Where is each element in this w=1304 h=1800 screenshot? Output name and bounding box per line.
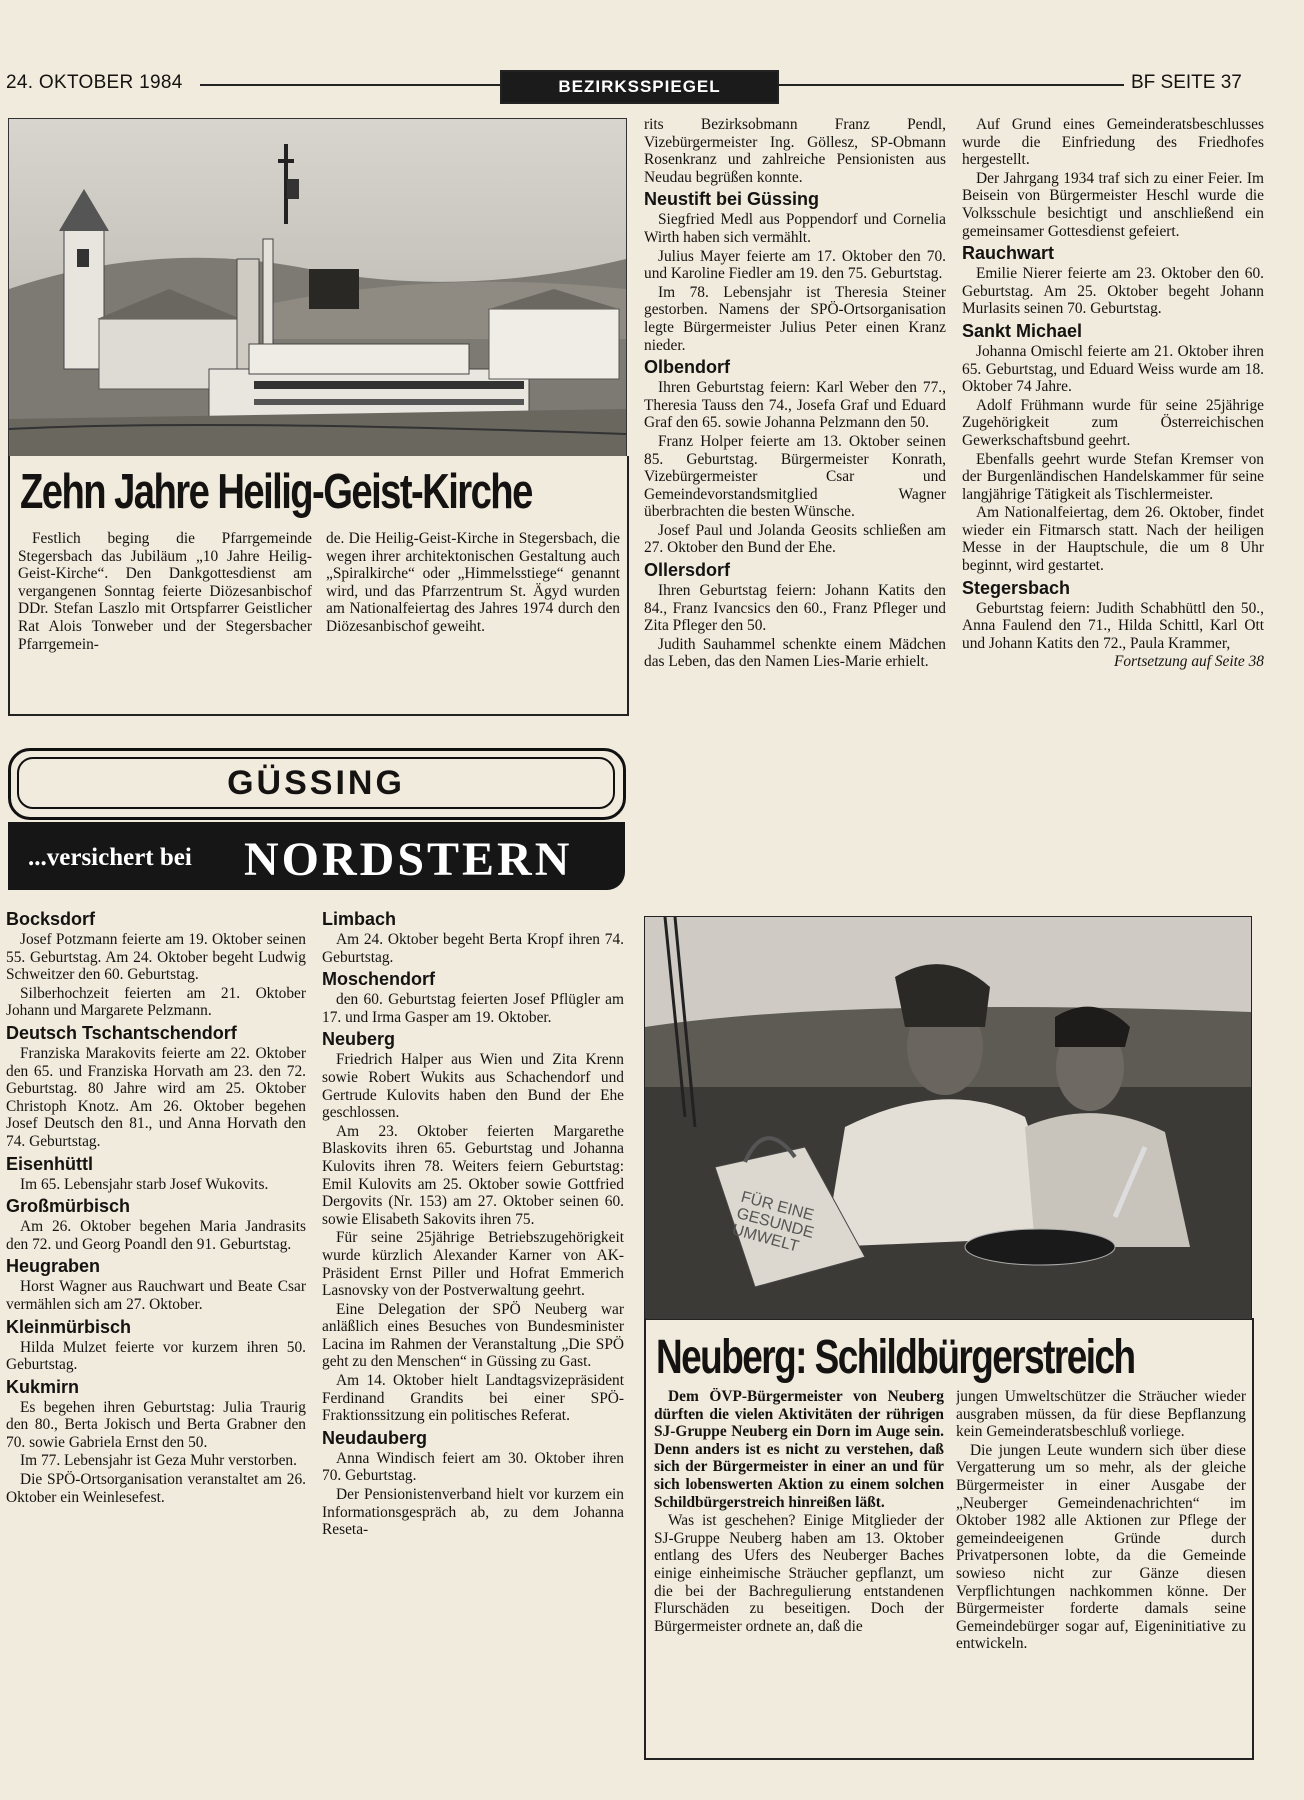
news-text: Geburtstag feiern: Judith Schabhüttl den 50., Anna Faulend den 71., Hilda Schittl, Karl Ott und Johann Katits den 72., Paula Krammer, — [962, 599, 1264, 652]
article-text: Was ist geschehen? Einige Mitglieder der SJ-Gruppe Neuberg haben am 13. Oktober entlang des Ufers des Neuberger Baches einige einheimische Sträucher gepflanzt, um die bei der Bachregulierung entstandenen Flurschäden zu beseitigen. Doch der Bürgermeister ordnete an, daß die — [654, 1512, 944, 1635]
news-text: Ihren Geburtstag feiern: Karl Weber den 77., Theresia Tauss den 74., Josefa Graf und Eduard Graf den 65. sowie Johanna Pelzmann den 50. — [644, 379, 946, 432]
article-text: Die jungen Leute wundern sich über diese Vergatterung um so mehr, als der gleiche Bürgermeister in einer Ausgabe der „Neuberger Gemeindenachrichten“ im Oktober 1982 alle Aktionen zur Pflege der gemeindeeigenen Gründe durch Privatpersonen lobte, da die Gemeinde sowieso nicht zur Gänze diesen Verpflichtungen nachkommen könne. Der Bürgermeister forderte damals seine Gemeindebürger sogar auf, Eigeninitiative zu entwickeln. — [956, 1441, 1246, 1653]
place-heading: Sankt Michael — [962, 320, 1083, 341]
news-text: Siegfried Medl aus Poppendorf und Cornelia Wirth haben sich vermählt. — [644, 211, 946, 246]
place-heading: Deutsch Tschantschendorf — [6, 1022, 237, 1043]
region-title: GÜSSING — [17, 757, 615, 809]
news-text: Josef Potzmann feierte am 19. Oktober seinen 55. Geburtstag. Am 24. Oktober begeht Ludwig Schweitzer den 60. Geburtstag. — [6, 931, 306, 984]
news-text: Es begehen ihren Geburtstag: Julia Traurig den 80., Berta Jokisch und Berta Grabner den 70. sowie Gabriela Ernst den 50. — [6, 1398, 306, 1451]
place-heading: Moschendorf — [322, 969, 436, 990]
region-banner — [8, 748, 626, 820]
article-title: Neuberg: Schildbürgerstreich — [656, 1331, 1135, 1384]
news-column-4 — [962, 116, 1264, 896]
article-text: de. Die Heilig-Geist-Kirche in Stegersbach, die wegen ihrer architektonischen Gestaltung auch „Spiralkirche“ oder „Himmelsstiege“ genannt wird, und das Pfarrzentrum St. Ägyd wurden am Nationalfeiertag des Jahres 1974 durch den Diözesanbischof geweiht. — [326, 530, 620, 635]
news-text: Am Nationalfeiertag, dem 26. Oktober, findet wieder ein Fitmarsch statt. Nach der heiligen Messe in der Hauptschule, die um 8 Uhr beginnt, wird gestartet. — [962, 504, 1264, 575]
news-text: Für seine 25jährige Betriebszugehörigkeit wurde kürzlich Alexander Karner von AK-Präsident Ernst Piller und Hofrat Emmerich Lasnovsky von der Postverwaltung geehrt. — [322, 1229, 624, 1300]
place-heading: Stegersbach — [962, 577, 1071, 598]
article-lead: Dem ÖVP-Bürgermeister von Neuberg dürften die vielen Aktivitäten der rührigen SJ-Gruppe Neuberg ein Dorn im Auge sein. Denn anders ist es nicht zu verstehen, daß sich der Bürgermeister in einer an und für sich lobenswerten Aktion zu einem solchen Schildbürgerstreich hinreißen läßt. — [654, 1388, 944, 1511]
page-number: BF SEITE 37 — [1131, 72, 1242, 93]
section-label: BEZIRKSSPIEGEL — [500, 70, 779, 104]
place-heading: Neuberg — [322, 1029, 396, 1050]
news-text: Friedrich Halper aus Wien und Zita Krenn sowie Robert Wukits aus Schachendorf und Gertrude Kulovits haben den Bund der Ehe geschlossen. — [322, 1051, 624, 1122]
news-text: Johanna Omischl feierte am 21. Oktober ihren 65. Geburtstag, und Eduard Weiss wurde am 18. Oktober 74 Jahre. — [962, 342, 1264, 396]
article-church-anniversary — [8, 456, 629, 716]
place-heading: Kukmirn — [6, 1376, 80, 1397]
sponsor-bar — [8, 822, 625, 890]
place-heading: Bocksdorf — [6, 909, 96, 929]
news-text: Adolf Frühmann wurde für seine 25jährige Zugehörigkeit zum Österreichischen Gewerkschaftsbund geehrt. — [962, 396, 1264, 449]
article-column-2 — [326, 530, 620, 710]
news-text: Im 65. Lebensjahr starb Josef Wukovits. — [20, 1175, 269, 1193]
place-heading: Ollersdorf — [644, 560, 731, 581]
article-column-2 — [956, 1388, 1246, 1756]
article-neuberg — [644, 1318, 1254, 1760]
news-text: Judith Sauhammel schenkte einem Mädchen das Leben, das den Namen Lies-Marie erhielt. — [644, 635, 946, 671]
issue-date: 24. OKTOBER 1984 — [6, 72, 183, 93]
news-text: rits Bezirksobmann Franz Pendl, Vizebürgermeister Ing. Göllesz, SP-Obmann Rosenkranz und zahlreiche Pensionisten aus Neudau begrüßen konnte. — [644, 116, 946, 186]
news-text: Der Pensionistenverband hielt vor kurzem ein Informationsgespräch ab, zu dem Johanna Reseta- — [322, 1486, 624, 1539]
place-heading: Kleinmürbisch — [6, 1316, 132, 1337]
news-text: den 60. Geburtstag feierten Josef Pflügler am 17. und Irma Gasper am 19. Oktober. — [322, 991, 624, 1026]
article-column-1 — [654, 1388, 944, 1756]
bag-print: FÜR EINE GESUNDE UMWELT — [730, 1188, 816, 1256]
news-text: Emilie Nierer feierte am 23. Oktober den 60. Geburtstag. Am 25. Oktober begeht Johann Murlasits seinen 70. Geburtstag. — [962, 265, 1264, 318]
news-text: Ebenfalls geehrt wurde Stefan Kremser von der Burgenländischen Handelskammer für seine langjährige Tätigkeit als Tischlermeister. — [962, 450, 1264, 503]
article-text: jungen Umweltschützer die Sträucher wieder ausgraben müssen, da für diese Bepflanzung kein Gemeinderatsbeschluß vorliege. — [956, 1388, 1246, 1441]
sponsor-name: NORDSTERN — [244, 833, 573, 886]
place-heading: Heugraben — [6, 1256, 101, 1277]
news-text: Im 78. Lebensjahr ist Theresia Steiner gestorben. Namens der SPÖ-Ortsorganisation legte Bürgermeister Julius Peter einen Kranz nieder. — [644, 283, 946, 354]
news-text: Ihren Geburtstag feiern: Johann Katits den 84., Franz Ivancsics den 60., Franz Pfleger und Zita Pfleger den 50. — [644, 582, 946, 635]
news-column-1 — [6, 906, 306, 1786]
place-heading: Rauchwart — [962, 243, 1055, 264]
place-heading: Eisenhüttl — [6, 1153, 94, 1174]
news-text: Franziska Marakovits feierte am 22. Oktober den 65. und Franziska Horvath am 23. den 72. Geburtstag. 80 Jahre wird am 25. Oktober Christoph Knotz. Am 26. Oktober begehen Josef Deutsch den 81., und Anna Horvath den 74. Geburtstag. — [6, 1044, 306, 1150]
news-text: Franz Holper feierte am 13. Oktober seinen 85. Geburtstag. Bürgermeister Konrath, Vizebürgermeister Csar und Gemeindevorstandsmitglied Wagner überbrachten die besten Wünsche. — [644, 432, 946, 521]
news-text: Am 26. Oktober begehen Maria Jandrasits den 72. und Georg Poandl den 91. Geburtstag. — [6, 1218, 306, 1253]
news-text: Anna Windisch feiert am 30. Oktober ihren 70. Geburtstag. — [322, 1449, 624, 1485]
place-heading: Großmürbisch — [6, 1196, 131, 1217]
place-heading: Limbach — [322, 909, 397, 929]
news-text: Julius Mayer feierte am 17. Oktober den 70. und Karoline Fiedler am 19. den 75. Geburtstag. — [644, 247, 946, 283]
news-text: Am 14. Oktober hielt Landtagsvizepräsident Ferdinand Grandits bei einer SPÖ-Fraktionssitzung ein politisches Referat. — [322, 1372, 624, 1425]
news-text: Im 77. Lebensjahr ist Geza Muhr verstorben. — [20, 1452, 297, 1470]
article-title: Zehn Jahre Heilig-Geist-Kirche — [20, 465, 532, 519]
news-text: Auf Grund eines Gemeinderatsbeschlusses wurde die Einfriedung des Friedhofes hergestellt. — [962, 116, 1264, 169]
news-text: Der Jahrgang 1934 traf sich zu einer Feier. Im Beisein von Bürgermeister Heschl wurde die Volksschule besichtigt und anschließend ein gemeinsamer Gottesdienst gefeiert. — [962, 169, 1264, 240]
article-column-1 — [18, 530, 312, 710]
news-text: Am 24. Oktober begeht Berta Kropf ihren 74. Geburtstag. — [322, 931, 624, 966]
news-text: Die SPÖ-Ortsorganisation veranstaltet am 26. Oktober ein Weinlesefest. — [6, 1471, 306, 1506]
header-rule-left — [200, 84, 500, 86]
church-photo — [8, 118, 627, 458]
article-text: Festlich beging die Pfarrgemeinde Stegersbach das Jubiläum „10 Jahre Heilig-Geist-Kirche“. Den Dankgottesdienst am vergangenen Sonntag feierte Diözesanbischof DDr. Stefan Laszlo mit Ortspfarrer Geistlicher Rat Alois Tonweber und der Stegersbacher Pfarrgemein- — [18, 530, 312, 653]
header-rule-right — [779, 84, 1124, 86]
continued-note: Fortsetzung auf Seite 38 — [1113, 653, 1264, 671]
news-text: Silberhochzeit feierten am 21. Oktober Johann und Margarete Pelzmann. — [6, 984, 306, 1020]
place-heading: Neudauberg — [322, 1427, 428, 1448]
sponsor-prefix: ...versichert bei — [28, 844, 192, 871]
news-text: Hilda Mulzet feierte vor kurzem ihren 50. Geburtstag. — [6, 1338, 306, 1374]
news-text: Josef Paul und Jolanda Geosits schließen am 27. Oktober den Bund der Ehe. — [644, 521, 946, 557]
news-text: Am 23. Oktober feierten Margarethe Blaskovits ihren 65. Geburtstag und Johanna Kulovits ihren 78. Weiters feiern Geburtstag: Emil Kulovits am 25. Oktober sowie Gottfried Dergovits (Nr. 153) am 27. Oktober seinen 60. sowie Elisabeth Sakovits ihren 75. — [322, 1122, 624, 1228]
planting-photo — [644, 916, 1252, 1320]
place-heading: Neustift bei Güssing — [644, 189, 820, 210]
place-heading: Olbendorf — [644, 357, 730, 378]
news-text: Horst Wagner aus Rauchwart und Beate Csar vermählen sich am 27. Oktober. — [6, 1278, 306, 1313]
news-column-2 — [322, 906, 624, 1786]
news-column-3 — [644, 116, 946, 896]
news-text: Eine Delegation der SPÖ Neuberg war anläßlich eines Besuches von Bundesminister Lacina im Rahmen der Veranstaltung „Die SPÖ geht zu den Menschen“ in Güssing zu Gast. — [322, 1300, 624, 1371]
